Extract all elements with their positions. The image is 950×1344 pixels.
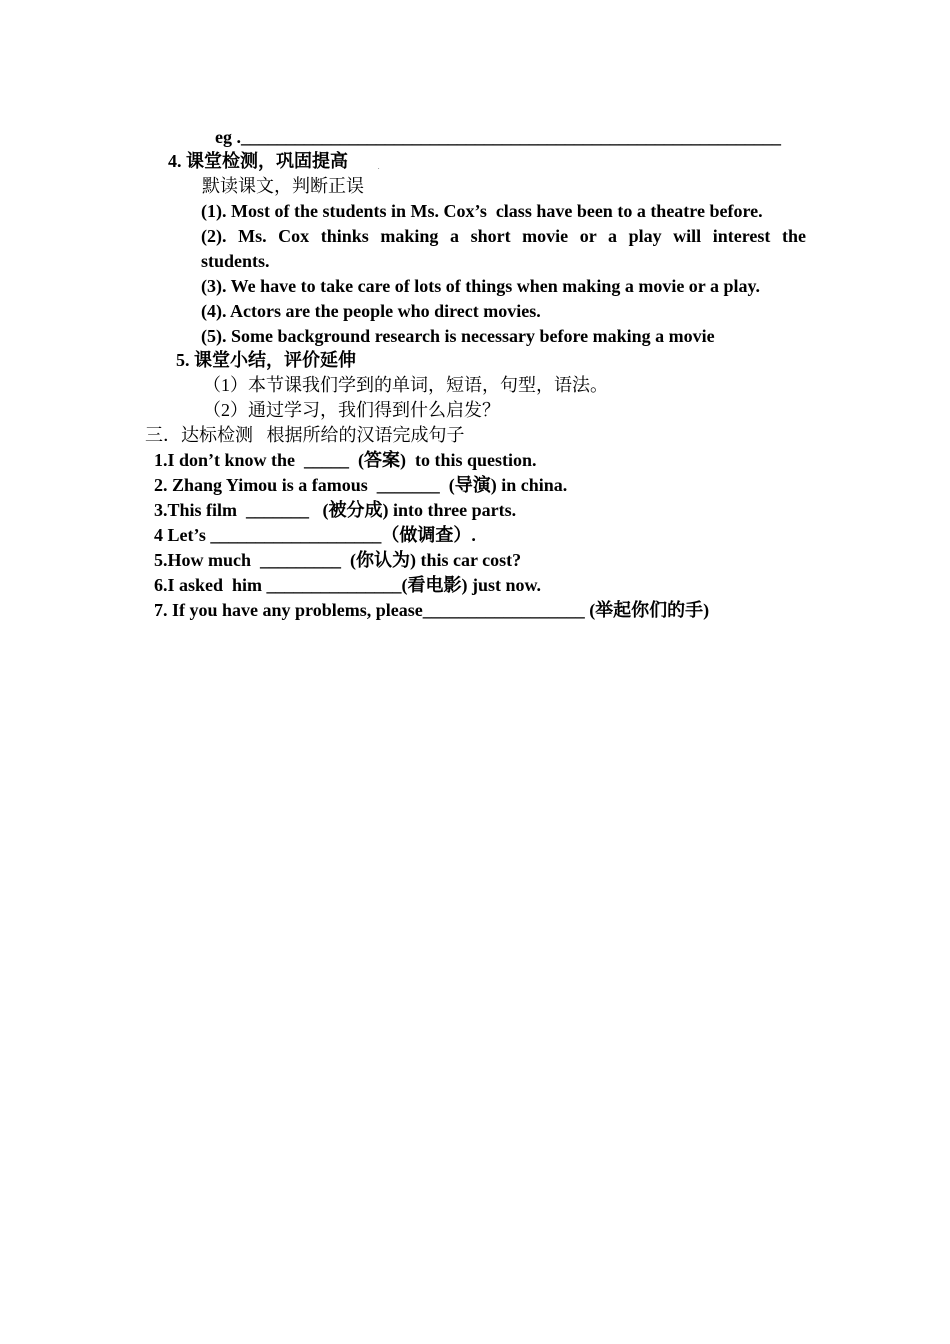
eg-line: eg .____________________________________________________________ — [215, 127, 781, 147]
exercise-item-5: 5.How much _________ (你认为) this car cost? — [154, 550, 522, 570]
summary-item-2: （2）通过学习，我们得到什么启发？ — [203, 400, 500, 420]
exercise-item-2: 2. Zhang Yimou is a famous _______ (导演) in china. — [154, 475, 568, 495]
exercise-item-6: 6.I asked him _______________(看电影) just now. — [154, 575, 542, 595]
exercise-item-7: 7. If you have any problems, please__________________ (举起你们的手) — [154, 600, 710, 620]
true-false-item-2-cont: students. — [201, 251, 270, 271]
step4-heading: 4. 课堂检测，巩固提高 — [168, 151, 348, 171]
true-false-item-3: (3). We have to take care of lots of things when making a movie or a play. — [201, 276, 760, 296]
step4-instruction: 默读课文，判断正误 — [202, 176, 364, 196]
exercise-item-3: 3.This film _______ (被分成) into three parts. — [154, 500, 517, 520]
exercise-item-4: 4 Let’s ___________________（做调查）. — [154, 525, 476, 545]
true-false-item-4: (4). Actors are the people who direct movies. — [201, 301, 541, 321]
true-false-item-1: (1). Most of the students in Ms. Cox’s class have been to a theatre before. — [201, 201, 763, 221]
section3-heading: 三．达标检测 根据所给的汉语完成句子 — [145, 425, 465, 445]
summary-item-1: （1）本节课我们学到的单词，短语，句型，语法。 — [203, 375, 608, 395]
true-false-item-2: (2). Ms. Cox thinks making a short movie or a play will interest the — [201, 226, 806, 246]
step5-heading: 5. 课堂小结，评价延伸 — [176, 350, 356, 370]
step4-mark: . — [378, 165, 380, 171]
true-false-item-5: (5). Some background research is necessary before making a movie — [201, 326, 715, 346]
exercise-item-1: 1.I don’t know the _____ (答案) to this question. — [154, 450, 537, 470]
